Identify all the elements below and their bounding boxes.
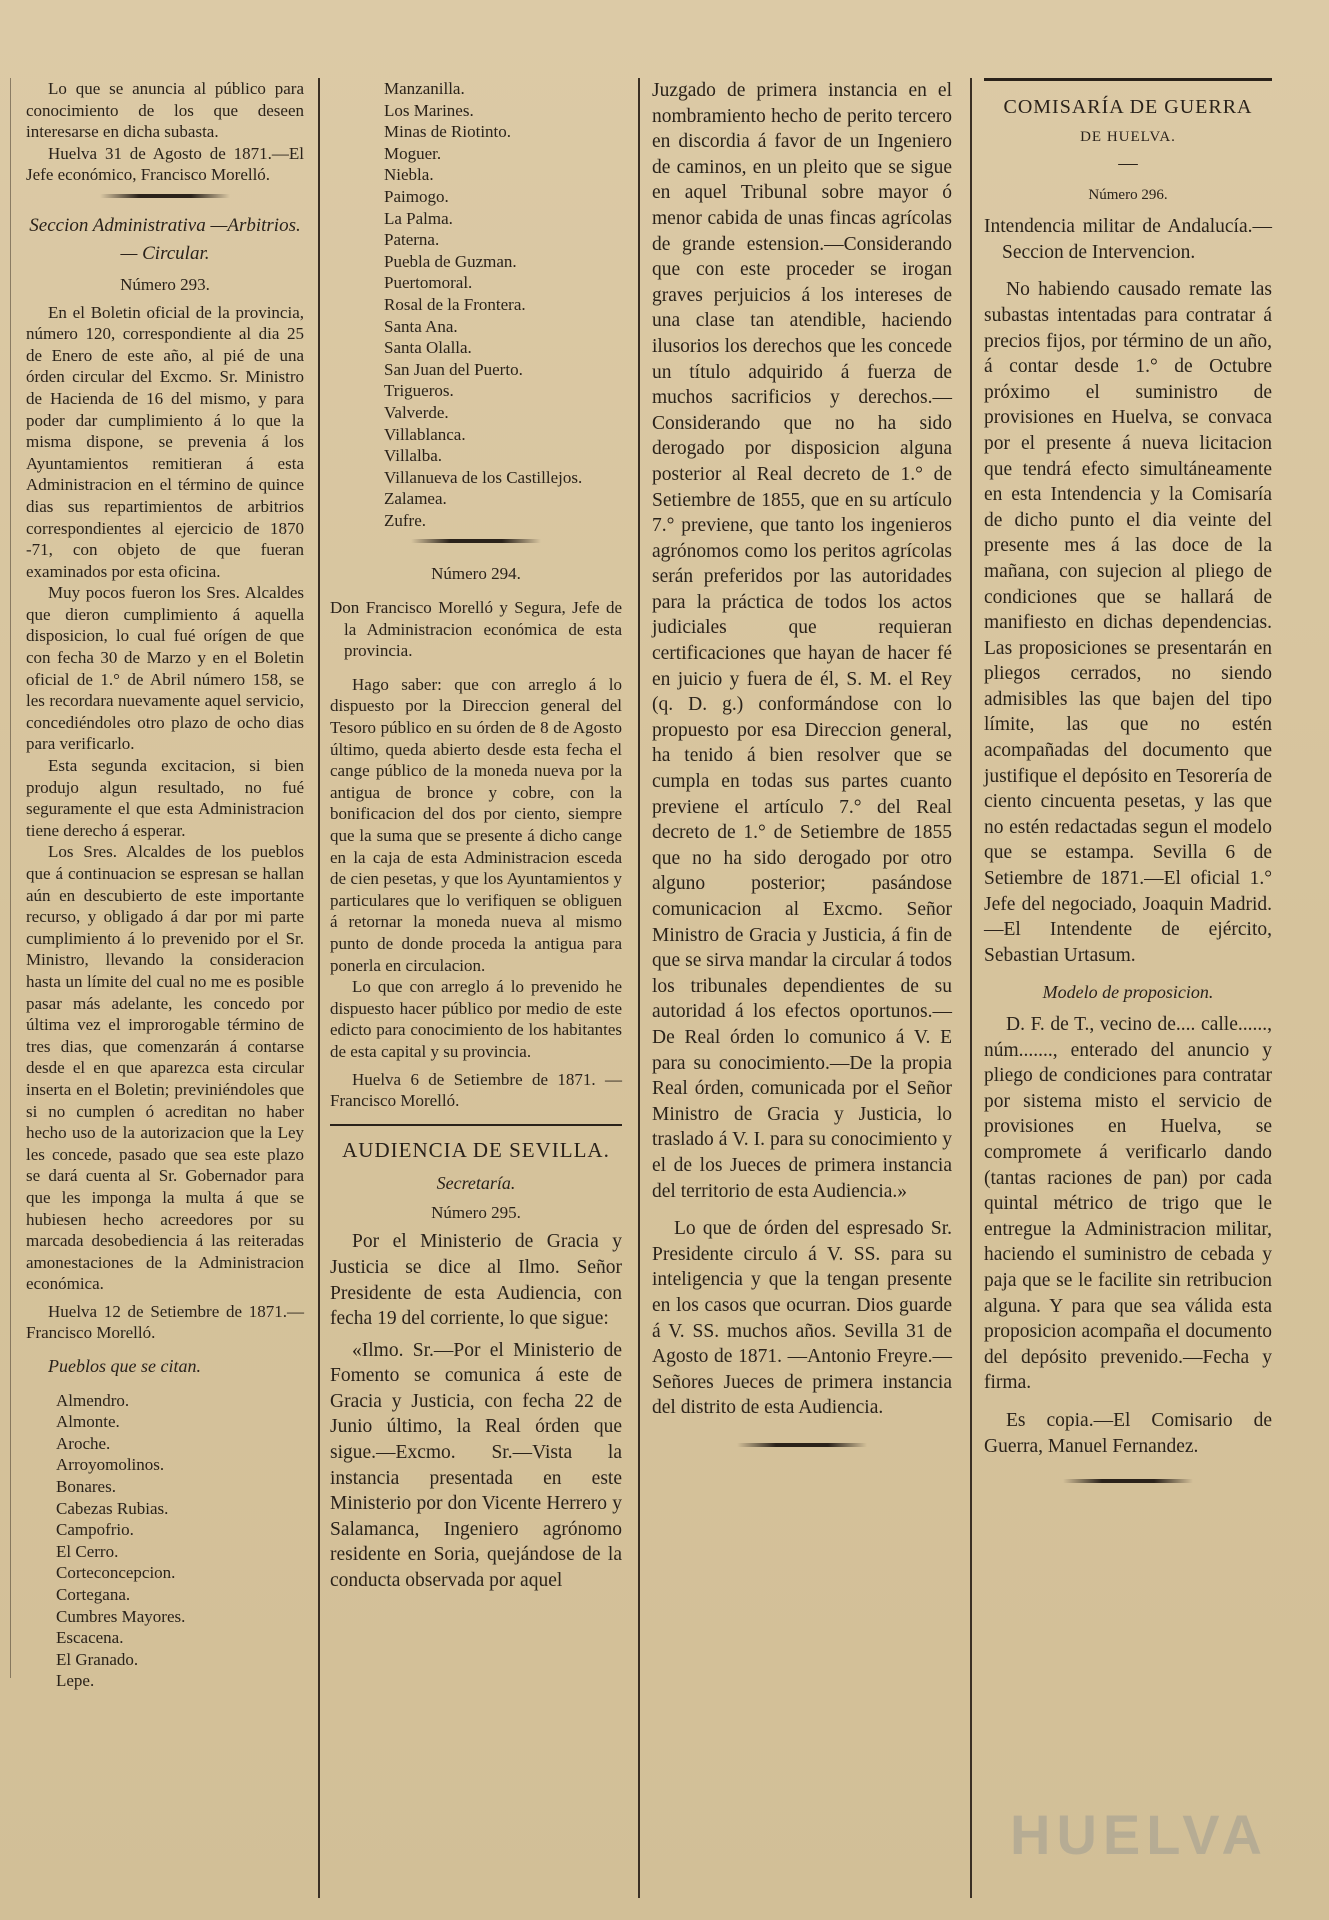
- column-1: [26, 78, 304, 1692]
- dash-separator: —: [1118, 153, 1138, 174]
- paragraph: Huelva 31 de Agosto de 1871.—El Jefe económico, Francisco Morelló.: [26, 143, 304, 185]
- list-item: Santa Ana.: [384, 316, 458, 336]
- paragraph: Muy pocos fueron los Sres. Alcaldes que dieron cumplimiento á aquella disposicion, lo cual fué orígen de que con fecha 30 de Marzo y en el Boletin oficial de 1.° de Abril número 158, se les recordara nuevamente aquel servicio, concediéndoles otro plazo de ocho dias para verificarlo.: [26, 583, 304, 754]
- list-item: Almonte.: [56, 1412, 120, 1432]
- subheading: Modelo de proposicion.: [1042, 982, 1214, 1003]
- list-item: Cortegana.: [56, 1585, 131, 1604]
- signature-line: Huelva 12 de Setiembre de 1871.—Francisco Morelló.: [26, 1301, 304, 1343]
- list-item: Bonares.: [56, 1477, 116, 1497]
- paragraph: Hago saber: que con arreglo á lo dispuesto por la Direccion general del Tesoro público en su órden de 8 de Agosto último, queda abierto desde esta fecha el cange público de la moneda nueva por la antigua de bronce y cobre, con la bonificacion del dos por ciento, siempre que la suma que se presente á dicho cange en la caja de esta Administracion esceda de cien pesetas, y que los Ayuntamientos y particulares que lo verifiquen se obliguen á retornar la moneda nueva al mismo punto de donde proceda la antigua para ponerla en circulacion.: [330, 674, 622, 975]
- list-item: Zalamea.: [384, 489, 447, 509]
- paragraph: Los Sres. Alcaldes de los pueblos que á continuacion se espresan se hallan aún en descubierto de este importante recurso, y obligado á dar por mi parte cumplimiento á lo prevenido por el Sr. Ministro, llevando la consideracion hasta un límite del cual no me es posible pasar más adelante, les concedo por última vez el improrogable término de tres dias, que comenzarán á contarse desde el en que aparezca esta circular inserta en el Boletin; previniéndoles que si no cumplen ó acreditan no haber hecho uso de la autorizacion que la Ley les concede, pasado que sea este plazo se dará cuenta al Sr. Gobernador para que les imponga la multa á que se hubiesen hecho acreedores por su marcada desobediencia á las reiteradas amonestaciones de la Administracion económica.: [26, 842, 304, 1294]
- column-3: [652, 78, 952, 1455]
- paragraph: Lo que de órden del espresado Sr. Presidente circulo á V. SS. para su inteligencia y que la tengan presente en los casos que ocurran. Dios guarde á V. SS. muchos años. Sevilla 31 de Agosto de 1871. —Antonio Freyre.—Señores Jueces de primera instancia del distrito de esta Audiencia.: [652, 1218, 952, 1419]
- list-item: El Granado.: [56, 1649, 139, 1669]
- department-line: Intendencia militar de Andalucía.—Seccion de Intervencion.: [984, 216, 1272, 263]
- list-item: La Palma.: [384, 208, 453, 228]
- list-item: Paterna.: [384, 230, 440, 250]
- paragraph: «Ilmo. Sr.—Por el Ministerio de Fomento se comunica á este de Gracia y Justicia, con fecha 22 de Junio último, la Real órden que sigue.—Excmo. Sr.—Vista la instancia presentada en este Ministerio por don Vicente Herrero y Salamanca, Ingeniero agrónomo residente en Soria, quejándose de la conducta observada por aquel: [330, 1339, 622, 1592]
- list-item: Cabezas Rubias.: [56, 1498, 169, 1518]
- list-item: San Juan del Puerto.: [384, 359, 523, 379]
- list-item: Campofrio.: [56, 1520, 134, 1540]
- item-number: Número 294.: [431, 564, 521, 584]
- paragraph: En el Boletin oficial de la provincia, número 120, correspondiente al dia 25 de Enero de este año, al pié de una órden circular del Excmo. Sr. Ministro de Hacienda de 16 del mismo, y para poder dar cumplimiento á lo que la misma dispone, se prevenia á los Ayuntamientos remitieran á esta Administracion en el término de quince dias sus repartimientos de arbitrios correspondientes al ejercicio de 1870 -71, con objeto de que fueran examinados por esta oficina.: [26, 302, 304, 581]
- list-item: Rosal de la Frontera.: [384, 294, 526, 314]
- list-item: Puertomoral.: [384, 273, 473, 293]
- list-item: Los Marines.: [384, 100, 474, 120]
- list-item: Valverde.: [384, 402, 449, 422]
- list-item: Almendro.: [56, 1390, 130, 1410]
- ornament-rule: [100, 194, 230, 198]
- list-item: Cumbres Mayores.: [56, 1606, 186, 1626]
- subheading: Secretaría.: [436, 1172, 516, 1193]
- list-item: Corteconcepcion.: [56, 1563, 176, 1583]
- paragraph: Lo que se anuncia al público para conocimiento de los que deseen interesarse en dicha subasta.: [26, 79, 304, 142]
- section-heading: Seccion Administrativa —Arbitrios. — Circular.: [29, 214, 301, 264]
- list-heading: Pueblos que se citan.: [48, 1356, 201, 1377]
- column-2: [330, 78, 622, 1594]
- list-item: Moguer.: [384, 143, 442, 163]
- section-subheading: DE HUELVA.: [1080, 129, 1176, 145]
- item-number: Número 296.: [1088, 186, 1168, 203]
- archive-seal-watermark: HUELVA: [1010, 1803, 1268, 1866]
- item-number: Número 293.: [120, 274, 210, 294]
- ornament-rule: [411, 539, 541, 543]
- list-item: Arroyomolinos.: [56, 1455, 165, 1475]
- list-item: Aroche.: [56, 1433, 111, 1453]
- paragraph: Juzgado de primera instancia en el nombramiento hecho de perito tercero en discordia á favor de un Ingeniero de caminos, en un pleito que se sigue en aquel Tribunal sobre mayor ó menor cabida de unas fincas agrícolas de grande estension.—Considerando que con este proceder se irogan graves perjuicios á los intereses de una clase tan atendible, haciendo ilusorios los derechos que les concede un título adquirido á fuerza de muchos sacrificios y derechos.—Considerando que no ha sido derogado por disposicion alguna posterior al Real decreto de 1.° de Setiembre de 1855, que en su artículo 7.° previene, que tanto los ingenieros agrónomos como los peritos agrícolas serán preferidos por las autoridades para la práctica de todos los actos judiciales que requieran certificaciones que hayan de hacer fé en juicio y fuera de él, S. M. el Rey (q. D. g.) conformándose con lo propuesto por esa Direccion general, ha tenido á bien resolver que se cumpla en todas sus partes cuanto previene el artículo 7.° del Real decreto de 1.° de Setiembre de 1855 que no ha sido derogado por otro alguno posterior; pasándose comunicacion al Excmo. Señor Ministro de Gracia y Justicia, á fin de que se sirva mandar la circular á todos los tribunales dependientes de su autoridad á los efectos oportunos.—De Real órden lo comunico á V. E para su conocimiento.—De la propia Real órden, comunicada por el Señor Ministro de Gracia y Justicia, lo traslado á V. I. para su conocimiento y el de los Jueces de primera instancia del territorio de esta Audiencia.»: [652, 80, 952, 1202]
- paragraph: Es copia.—El Comisario de Guerra, Manuel Fernandez.: [984, 1409, 1272, 1457]
- towns-list: [26, 1390, 304, 1692]
- section-heading: COMISARÍA DE GUERRA: [1003, 96, 1253, 118]
- list-item: Escacena.: [56, 1628, 124, 1648]
- item-number: Número 295.: [431, 1202, 521, 1222]
- official-title: Don Francisco Morelló y Segura, Jefe de la Administracion económica de esta provincia.: [330, 598, 622, 661]
- list-item: Villablanca.: [384, 424, 466, 444]
- list-item: Santa Olalla.: [384, 338, 472, 358]
- list-item: Villanueva de los Castillejos.: [384, 467, 583, 487]
- paragraph: No habiendo causado remate las subastas intentadas para contratar á precios fijos, por término de un año, á contar desde 1.° de Octubre próximo el suministro de provisiones en Huelva, se convaca por el presente á nueva licitacion que tendrá efecto simultáneamente en esta Intendencia y la Comisaría de dicho punto el dia veinte del presente mes á las doce de la mañana, con sujecion al pliego de condiciones que se hallará de manifiesto en dichas dependencias. Las proposiciones se presentarán en pliegos cerrados, no siendo admisibles las que bajen del tipo límite, las que no estén acompañadas del documento que justifique el depósito en Tesorería de ciento cincuenta pesetas, y las que no estén redactadas segun el modelo que se estampa. Sevilla 6 de Setiembre de 1871.—El oficial 1.° Jefe del negociado, Joaquin Madrid.—El Intendente de ejército, Sebastian Urtasum.: [984, 279, 1272, 966]
- section-heading: AUDIENCIA DE SEVILLA.: [342, 1137, 610, 1162]
- list-item: Trigueros.: [384, 381, 454, 401]
- column-rule: [970, 78, 972, 1898]
- ornament-rule: [737, 1443, 867, 1447]
- list-item: Lepe.: [56, 1671, 95, 1691]
- left-edge-rule: [10, 78, 11, 1678]
- list-item: Paimogo.: [384, 186, 449, 206]
- column-rule: [318, 78, 320, 1898]
- ornament-rule: [1063, 1479, 1193, 1483]
- section-rule: [330, 1124, 622, 1126]
- column-4: [984, 78, 1272, 1491]
- list-item: El Cerro.: [56, 1541, 119, 1561]
- paragraph: Esta segunda excitacion, si bien produjo algun resultado, no fué seguramente el que esta Administracion tiene derecho á esperar.: [26, 756, 304, 840]
- paragraph: Lo que con arreglo á lo prevenido he dispuesto hacer público por medio de este edicto para conocimiento de los habitantes de esta capital y su provincia.: [330, 977, 622, 1061]
- towns-list-continued: [330, 78, 622, 531]
- section-rule: [984, 78, 1272, 81]
- list-item: Villalba.: [384, 446, 442, 466]
- list-item: Minas de Riotinto.: [384, 122, 512, 142]
- column-rule: [638, 78, 640, 1898]
- list-item: Niebla.: [384, 165, 434, 185]
- list-item: Manzanilla.: [384, 79, 465, 98]
- paragraph: D. F. de T., vecino de.... calle......, núm......., enterado del anuncio y pliego de condiciones para contratar por sistema misto el servicio de provisiones en Huelva, se compromete á verificarlo dando (tantas raciones de pan) por cada quintal métrico de trigo que le entregue la Administracion militar, haciendo el suministro de cebada y paja que se le facilite sin retribucion alguna. Y para que sea válida esta proposicion acompaña el documento del depósito prevenido.—Fecha y firma.: [984, 1014, 1272, 1394]
- list-item: Puebla de Guzman.: [384, 251, 517, 271]
- signature-line: Huelva 6 de Setiembre de 1871. —Francisco Morelló.: [330, 1069, 622, 1111]
- paragraph: Por el Ministerio de Gracia y Justicia se dice al Ilmo. Señor Presidente de esta Audiencia, con fecha 19 del corriente, lo que sigue:: [330, 1231, 622, 1330]
- list-item: Zufre.: [384, 510, 427, 530]
